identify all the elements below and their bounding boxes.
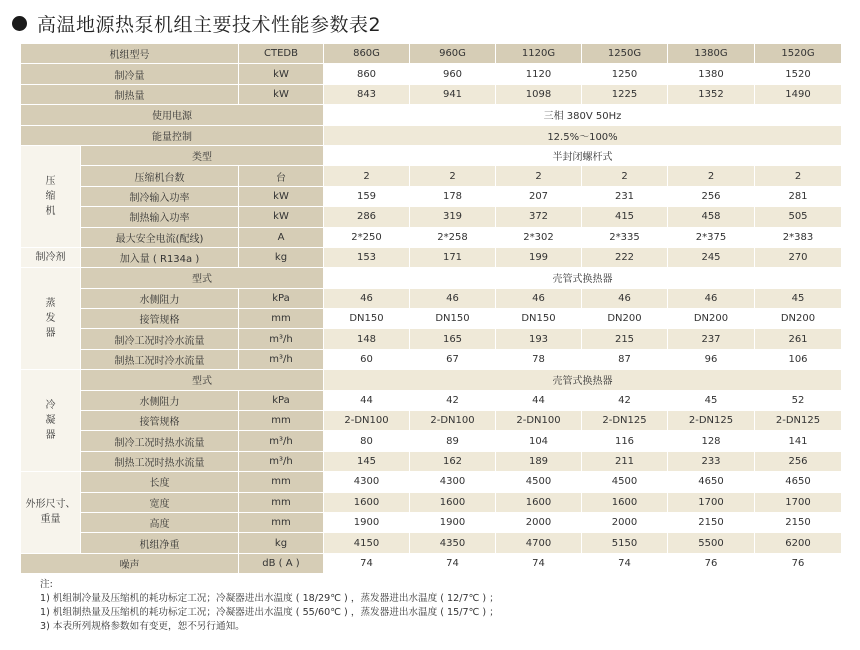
value-cell: 2 [410, 166, 496, 186]
value-cell: 46 [582, 288, 668, 308]
value-cell: 4350 [410, 533, 496, 553]
value-cell: 44 [324, 390, 410, 410]
value-cell: 80 [324, 431, 410, 451]
note-1: 1) 机组制冷量及压缩机的耗功标定工况；冷凝器进出水温度 ( 18/29℃ ) ，蒸发器进出水温度 ( 12/7℃ ) ； [40, 593, 499, 604]
value-cell: 4300 [324, 472, 410, 492]
value-cell: 106 [755, 349, 842, 369]
value-cell: 46 [668, 288, 755, 308]
notes [40, 578, 499, 634]
row-unit: mm [239, 512, 324, 532]
value-cell: 42 [582, 390, 668, 410]
model-header: 960G [410, 44, 496, 64]
row-unit: kg [239, 533, 324, 553]
row-unit: mm [239, 411, 324, 431]
table-row [21, 125, 842, 145]
value-cell: 2000 [582, 512, 668, 532]
value-cell: 1600 [410, 492, 496, 512]
value-cell: 222 [582, 247, 668, 267]
value-cell: 211 [582, 451, 668, 471]
model-header: 1520G [755, 44, 842, 64]
row-label: 制冷量 [21, 64, 239, 84]
value-cell: 1700 [755, 492, 842, 512]
row-label: 接管规格 [81, 309, 239, 329]
table-row [21, 105, 842, 125]
value-cell: 233 [668, 451, 755, 471]
row-unit: kPa [239, 390, 324, 410]
model-header: 860G [324, 44, 410, 64]
value-cell: 60 [324, 349, 410, 369]
value-cell: 2150 [668, 512, 755, 532]
value-cell: 1380 [668, 64, 755, 84]
value-cell: DN150 [496, 309, 582, 329]
row-unit: m³/h [239, 329, 324, 349]
table-row [21, 472, 842, 492]
row-label: 最大安全电流(配线) [81, 227, 239, 247]
value-cell: 372 [496, 207, 582, 227]
value-cell: 231 [582, 186, 668, 206]
table-row [21, 309, 842, 329]
value-cell: 4500 [496, 472, 582, 492]
value-cell: 2 [755, 166, 842, 186]
value-cell: 960 [410, 64, 496, 84]
value-cell: 193 [496, 329, 582, 349]
value-cell: 2000 [496, 512, 582, 532]
value-cell: 2*375 [668, 227, 755, 247]
value-cell: DN200 [755, 309, 842, 329]
value-cell: 2-DN125 [668, 411, 755, 431]
group-dimensions: 外形尺寸、重量 [21, 472, 81, 554]
value-cell: 270 [755, 247, 842, 267]
value-cell: 52 [755, 390, 842, 410]
row-label: 水侧阻力 [81, 288, 239, 308]
value-cell: 74 [582, 553, 668, 573]
value-cell: 153 [324, 247, 410, 267]
row-unit: m³/h [239, 451, 324, 471]
value-cell: 2-DN100 [496, 411, 582, 431]
spec-table [20, 43, 842, 574]
row-label: 制冷工况时冷水流量 [81, 329, 239, 349]
value-cell: 171 [410, 247, 496, 267]
table-row [21, 411, 842, 431]
value-cell: 2-DN125 [582, 411, 668, 431]
value-cell-span: 三相 380V 50Hz [324, 105, 842, 125]
row-unit: mm [239, 472, 324, 492]
row-unit: kW [239, 84, 324, 104]
value-cell: 4300 [410, 472, 496, 492]
value-cell-span: 半封闭螺杆式 [324, 145, 842, 165]
value-cell: 2150 [755, 512, 842, 532]
value-cell: 162 [410, 451, 496, 471]
value-cell: 74 [410, 553, 496, 573]
value-cell: 1098 [496, 84, 582, 104]
value-cell: 2*302 [496, 227, 582, 247]
row-label: 使用电源 [21, 105, 324, 125]
header-code: CTEDB [239, 44, 324, 64]
value-cell: 2 [582, 166, 668, 186]
value-cell: 458 [668, 207, 755, 227]
value-cell: 76 [755, 553, 842, 573]
value-cell: 141 [755, 431, 842, 451]
row-unit: kW [239, 64, 324, 84]
value-cell: 4650 [755, 472, 842, 492]
table-row [21, 247, 842, 267]
row-label: 机组净重 [81, 533, 239, 553]
value-cell: 145 [324, 451, 410, 471]
value-cell: 116 [582, 431, 668, 451]
value-cell: 199 [496, 247, 582, 267]
table-row [21, 166, 842, 186]
table-row [21, 186, 842, 206]
row-label: 高度 [81, 512, 239, 532]
row-label: 型式 [81, 268, 324, 288]
table-row [21, 553, 842, 573]
value-cell: 237 [668, 329, 755, 349]
row-unit: 台 [239, 166, 324, 186]
value-cell: 4700 [496, 533, 582, 553]
row-label: 接管规格 [81, 411, 239, 431]
value-cell: 2-DN100 [324, 411, 410, 431]
row-unit: kW [239, 186, 324, 206]
value-cell: 165 [410, 329, 496, 349]
value-cell: DN150 [324, 309, 410, 329]
row-label: 制冷工况时热水流量 [81, 431, 239, 451]
value-cell: 45 [755, 288, 842, 308]
table-row [21, 227, 842, 247]
value-cell: 104 [496, 431, 582, 451]
value-cell: 159 [324, 186, 410, 206]
row-unit: kW [239, 207, 324, 227]
value-cell: 256 [755, 451, 842, 471]
value-cell: 256 [668, 186, 755, 206]
bullet-icon [12, 16, 27, 31]
value-cell: 505 [755, 207, 842, 227]
row-label: 制热量 [21, 84, 239, 104]
value-cell: 286 [324, 207, 410, 227]
row-label: 水侧阻力 [81, 390, 239, 410]
row-unit: A [239, 227, 324, 247]
value-cell-span: 12.5%～100% [324, 125, 842, 145]
table-row [21, 329, 842, 349]
value-cell: 1225 [582, 84, 668, 104]
value-cell: 96 [668, 349, 755, 369]
value-cell: 89 [410, 431, 496, 451]
spec-table-body [21, 44, 842, 574]
value-cell: 5150 [582, 533, 668, 553]
row-label: 宽度 [81, 492, 239, 512]
value-cell: 1490 [755, 84, 842, 104]
table-row [21, 145, 842, 165]
notes-heading: 注: [40, 579, 53, 590]
table-row [21, 370, 842, 390]
value-cell: 2 [324, 166, 410, 186]
value-cell: 87 [582, 349, 668, 369]
table-row [21, 84, 842, 104]
row-label: 制冷输入功率 [81, 186, 239, 206]
value-cell: 6200 [755, 533, 842, 553]
page-title: 高温地源热泵机组主要技术性能参数表2 [37, 13, 382, 36]
value-cell: 44 [496, 390, 582, 410]
header-row [21, 44, 842, 64]
row-label: 类型 [81, 145, 324, 165]
model-header: 1250G [582, 44, 668, 64]
value-cell: 2 [668, 166, 755, 186]
value-cell: 2-DN125 [755, 411, 842, 431]
value-cell: 319 [410, 207, 496, 227]
value-cell: 76 [668, 553, 755, 573]
value-cell: 189 [496, 451, 582, 471]
row-label: 型式 [81, 370, 324, 390]
group-compressor: 压缩机 [21, 145, 81, 247]
value-cell: 1700 [668, 492, 755, 512]
table-row [21, 492, 842, 512]
table-row [21, 207, 842, 227]
value-cell: 1900 [324, 512, 410, 532]
row-unit: mm [239, 309, 324, 329]
row-label: 加入量 ( R134a ) [81, 247, 239, 267]
value-cell: 1900 [410, 512, 496, 532]
value-cell: 1520 [755, 64, 842, 84]
note-2: 1) 机组制热量及压缩机的耗功标定工况；冷凝器进出水温度 ( 55/60℃ ) ，蒸发器进出水温度 ( 15/7℃ ) ； [40, 607, 499, 618]
value-cell: 261 [755, 329, 842, 349]
value-cell: 1250 [582, 64, 668, 84]
value-cell: 45 [668, 390, 755, 410]
value-cell: 281 [755, 186, 842, 206]
row-unit: m³/h [239, 349, 324, 369]
table-row [21, 431, 842, 451]
row-unit: dB ( A ) [239, 553, 324, 573]
value-cell: 128 [668, 431, 755, 451]
row-label: 能量控制 [21, 125, 324, 145]
value-cell: 1600 [582, 492, 668, 512]
value-cell: 860 [324, 64, 410, 84]
title-row [12, 8, 381, 38]
value-cell: 1352 [668, 84, 755, 104]
header-label: 机组型号 [21, 44, 239, 64]
value-cell: 2-DN100 [410, 411, 496, 431]
row-label: 噪声 [21, 553, 239, 573]
row-unit: kPa [239, 288, 324, 308]
value-cell: 78 [496, 349, 582, 369]
table-row [21, 268, 842, 288]
row-unit: mm [239, 492, 324, 512]
value-cell-span: 壳管式换热器 [324, 370, 842, 390]
value-cell: 46 [324, 288, 410, 308]
value-cell: 1600 [324, 492, 410, 512]
row-label: 长度 [81, 472, 239, 492]
value-cell: 2*335 [582, 227, 668, 247]
table-row [21, 390, 842, 410]
value-cell: 148 [324, 329, 410, 349]
value-cell: 74 [324, 553, 410, 573]
row-label: 制热工况时冷水流量 [81, 349, 239, 369]
table-row [21, 349, 842, 369]
value-cell: 46 [496, 288, 582, 308]
table-row [21, 288, 842, 308]
table-row [21, 64, 842, 84]
row-label: 制热输入功率 [81, 207, 239, 227]
value-cell: 2*258 [410, 227, 496, 247]
value-cell: 215 [582, 329, 668, 349]
table-row [21, 533, 842, 553]
value-cell: 245 [668, 247, 755, 267]
table-row [21, 451, 842, 471]
model-header: 1120G [496, 44, 582, 64]
value-cell: 4150 [324, 533, 410, 553]
value-cell: DN150 [410, 309, 496, 329]
value-cell-span: 壳管式换热器 [324, 268, 842, 288]
value-cell: 4650 [668, 472, 755, 492]
value-cell: DN200 [668, 309, 755, 329]
row-unit: m³/h [239, 431, 324, 451]
value-cell: 67 [410, 349, 496, 369]
value-cell: 178 [410, 186, 496, 206]
group-refrigerant: 制冷剂 [21, 247, 81, 267]
value-cell: 2 [496, 166, 582, 186]
row-label: 压缩机台数 [81, 166, 239, 186]
group-condenser: 冷凝器 [21, 370, 81, 472]
value-cell: 1120 [496, 64, 582, 84]
value-cell: DN200 [582, 309, 668, 329]
value-cell: 4500 [582, 472, 668, 492]
note-3: 3) 本表所列规格参数如有变更，恕不另行通知。 [40, 621, 245, 632]
row-label: 制热工况时热水流量 [81, 451, 239, 471]
value-cell: 2*383 [755, 227, 842, 247]
value-cell: 843 [324, 84, 410, 104]
table-row [21, 512, 842, 532]
value-cell: 941 [410, 84, 496, 104]
value-cell: 1600 [496, 492, 582, 512]
model-header: 1380G [668, 44, 755, 64]
value-cell: 46 [410, 288, 496, 308]
row-unit: kg [239, 247, 324, 267]
value-cell: 74 [496, 553, 582, 573]
group-evaporator: 蒸发器 [21, 268, 81, 370]
value-cell: 415 [582, 207, 668, 227]
value-cell: 2*250 [324, 227, 410, 247]
value-cell: 5500 [668, 533, 755, 553]
value-cell: 42 [410, 390, 496, 410]
value-cell: 207 [496, 186, 582, 206]
